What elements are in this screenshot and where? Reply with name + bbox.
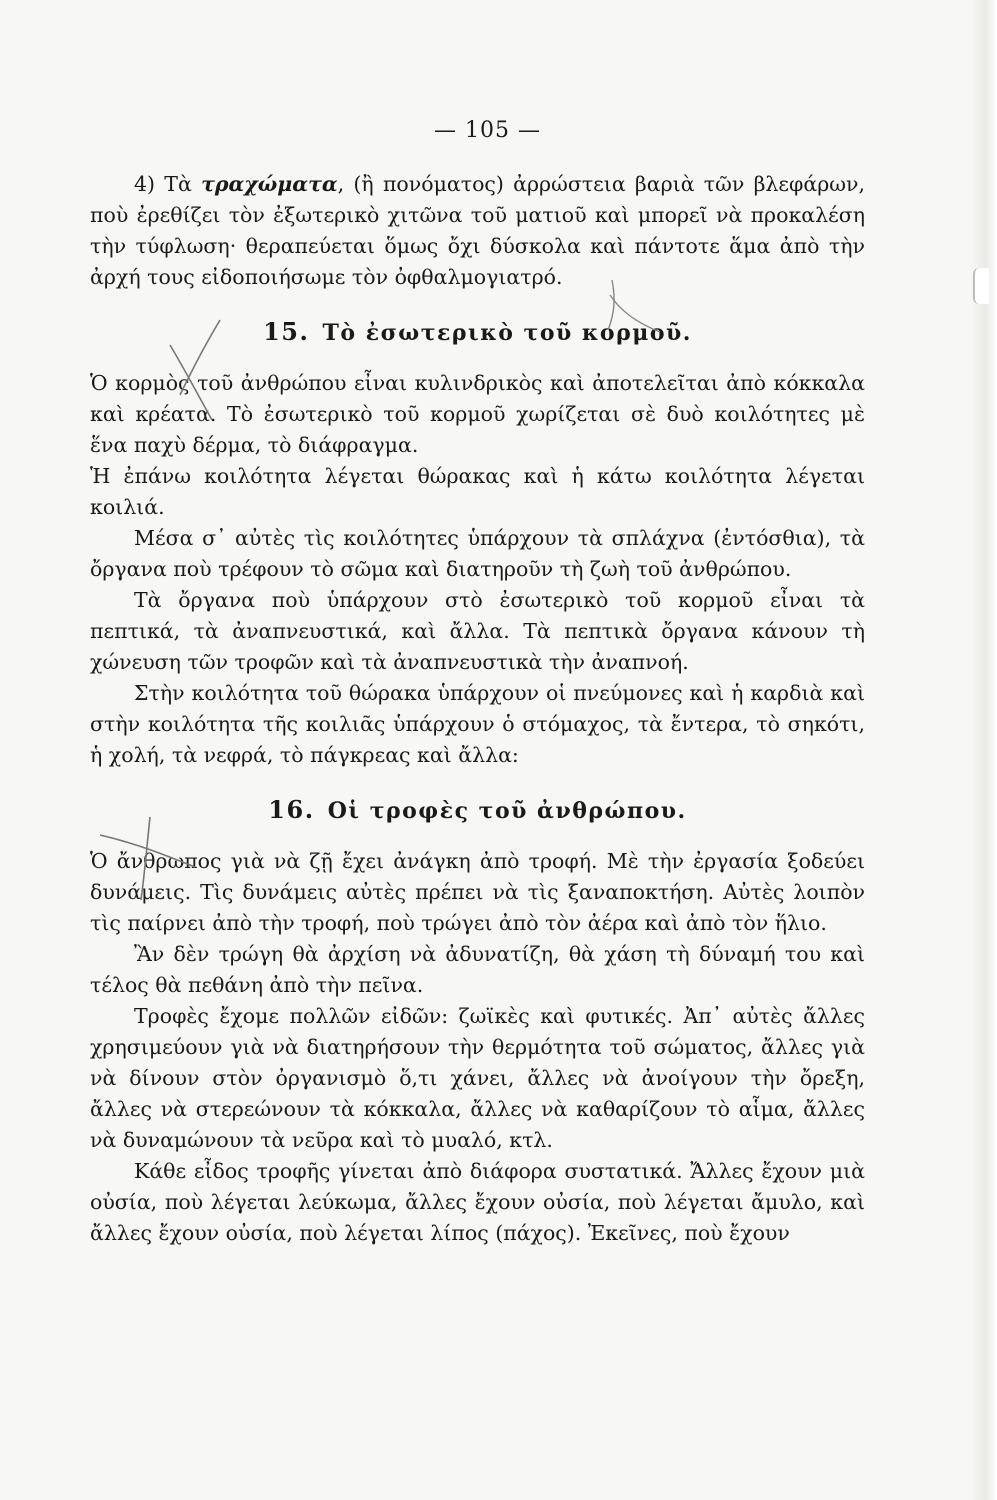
paragraph: Ὁ ἄνθρωπος γιὰ νὰ ζῇ ἔχει ἀνάγκη ἀπὸ τροφή. Μὲ τὴν ἐργασία ξοδεύει δυνάμεις. Τὶς δυνάμεις αὐτὲς πρέπει νὰ τὶς ξαναποκτήση. Αὐτὲς λοιπὸν τὶς παίρνει ἀπὸ τὴν τροφή, ποὺ τρώγει ἀπὸ τὸν ἀέρα καὶ ἀπὸ τὸν ἥλιο. xyxy=(90,849,865,935)
section-15-heading xyxy=(90,315,865,350)
section-number: 16. xyxy=(268,795,315,824)
text-block xyxy=(90,118,865,1249)
paragraph: Τροφὲς ἔχομε πολλῶν εἰδῶν: ζωϊκὲς καὶ φυτικές. Ἀπ᾽ αὐτὲς ἄλλες χρησιμεύουν γιὰ νὰ διατηρήσουν τὴν θερμότητα τοῦ σώματος, ἄλλες γιὰ νὰ δίνουν στὸν ὀργανισμὸ ὅ,τι χάνει, ἄλλες νὰ ἀνοίγουν τὴν ὄρεξη, ἄλλες νὰ στερεώνουν τὰ κόκκαλα, ἄλλες νὰ καθαρίζουν τὸ αἷμα, ἄλλες νὰ δυναμώνουν τὰ νεῦρα καὶ τὸ μυαλό, κτλ. xyxy=(90,1004,865,1152)
paragraph: Ὁ κορμὸς τοῦ ἀνθρώπου εἶναι κυλινδρικὸς καὶ ἀποτελεῖται ἀπὸ κόκκαλα καὶ κρέατα. Τὸ ἐσωτερικὸ τοῦ κορμοῦ χωρίζεται σὲ δυὸ κοιλότητες μὲ ἕνα παχὺ δέρμα, τὸ διάφραγμα. xyxy=(90,371,865,457)
section-title: Τὸ ἐσωτερικὸ τοῦ κορμοῦ. xyxy=(322,320,692,346)
section-title: Οἱ τροφὲς τοῦ ἀνθρώπου. xyxy=(327,798,687,824)
page-tear xyxy=(973,268,989,304)
paragraph-trachoma xyxy=(90,169,865,293)
paragraph-prefix: 4) Τὰ xyxy=(134,172,202,196)
paragraph: Κάθε εἶδος τροφῆς γίνεται ἀπὸ διάφορα συστατικά. Ἄλλες ἔχουν μιὰ οὐσία, ποὺ λέγεται λεύκωμα, ἄλλες ἔχουν οὐσία, ποὺ λέγεται ἄμυλο, καὶ ἄλλες ἔχουν οὐσία, ποὺ λέγεται λίπος (πάχος). Ἐκεῖνες, ποὺ ἔχουν xyxy=(90,1159,865,1245)
paragraph: Μέσα σ᾽ αὐτὲς τὶς κοιλότητες ὑπάρχουν τὰ σπλάχνα (ἐντόσθια), τὰ ὄργανα ποὺ τρέφουν τὸ σῶμα καὶ διατηροῦν τὴ ζωὴ τοῦ ἀνθρώπου. xyxy=(90,526,865,581)
paragraph-body: , (ἢ πονόματος) ἀρρώστεια βαριὰ τῶν βλεφάρων, ποὺ ἐρεθίζει τὸν ἐξωτερικὸ χιτῶνα τοῦ ματιοῦ καὶ μπορεῖ νὰ προκαλέση τὴν τύφλωση· θεραπεύεται ὅμως ὄχι δύσκολα καὶ πάντοτε ἅμα ἀπὸ τὴν ἀρχή τους εἰδοποιήσωμε τὸν ὀφθαλμογιατρό. xyxy=(90,172,865,289)
emphasis-term: τραχώματα xyxy=(201,172,338,196)
paragraph: Στὴν κοιλότητα τοῦ θώρακα ὑπάρχουν οἱ πνεύμονες καὶ ἡ καρδιὰ καὶ στὴν κοιλότητα τῆς κοιλιᾶς ὑπάρχουν ὁ στόμαχος, τὰ ἔντερα, τὸ σηκότι, ἡ χολή, τὰ νεφρά, τὸ πάγκρεας καὶ ἄλλα: xyxy=(90,681,865,767)
paragraph: Ἡ ἐπάνω κοιλότητα λέγεται θώρακας καὶ ἡ κάτω κοιλότητα λέγεται κοιλιά. xyxy=(90,464,865,519)
page-edge xyxy=(971,0,997,1500)
page-number: — 105 — xyxy=(434,118,541,143)
section-16-heading xyxy=(90,793,865,828)
section-number: 15. xyxy=(263,317,310,346)
paragraph: Τὰ ὄργανα ποὺ ὑπάρχουν στὸ ἐσωτερικὸ τοῦ κορμοῦ εἶναι τὰ πεπτικά, τὰ ἀναπνευστικά, καὶ ἄλλα. Τὰ πεπτικὰ ὄργανα κάνουν τὴ χώνευση τῶν τροφῶν καὶ τὰ ἀναπνευστικὰ τὴν ἀναπνοή. xyxy=(90,588,865,674)
paragraph: Ἂν δὲν τρώγη θὰ ἀρχίση νὰ ἀδυνατίζη, θὰ χάση τὴ δύναμή του καὶ τέλος θὰ πεθάνη ἀπὸ τὴν πεῖνα. xyxy=(90,942,865,997)
